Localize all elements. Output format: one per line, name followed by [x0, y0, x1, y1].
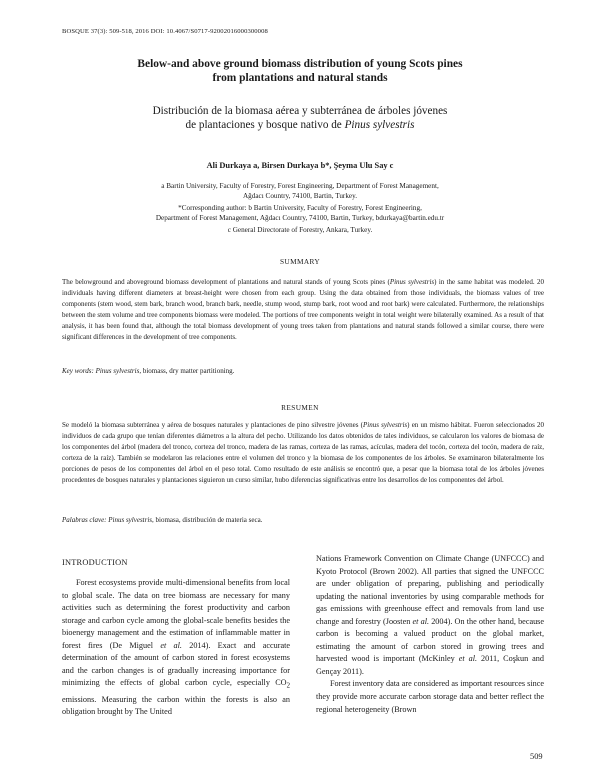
- page-number: 509: [530, 752, 543, 761]
- resumen-keywords: Palabras clave: Pinus sylvestris, biomasa, distribución de materia seca.: [62, 516, 263, 524]
- affiliation-line: a Bartin University, Faculty of Forestry, Forest Engineering, Department of Forest Management,: [161, 182, 439, 190]
- summary-text: The belowground and aboveground biomass development of plantations and natural stands of young Scots pines (Pinus sylvestris) in the same habitat was modeled. 20 individuals having different diameters at breast-height were chosen from each group. Using the data obtained from those individuals, the biomass values of tree components (stem wood, stem bark, branch wood, branch bark, needle, stump wood, stump bark, root wood and root bark) were calculated. Furthermore, the relationships between the stem volume and tree components biomass were modeled. The portions of tree components weight in total weight were bilaterally examined. As a result of that analysis, it has been found that, although the total biomass development of young trees taken from plantations and natural stands followed a similar course, there were significant differences in the development of tree components.: [62, 278, 545, 342]
- resumen-text: Se modeló la biomasa subterránea y aérea de bosques naturales y plantaciones de pino silvestre jóvenes (Pinus sylvestris) en un mismo hábitat. Fueron seleccionados 20 individuos de cada grupo que tenían diferentes diámetros a la altura del pecho. Utilizando los datos obtenidos de tales individuos, se calcularon los valores de biomasa de los componentes del árbol (madera del tronco, corteza del tronco, madera de las ramas, corteza de las ramas, acículas, madera del tocón, corteza del tocón, madera de raíz, corteza de la raíz). También se modelaron las relaciones entre el volumen del tronco y la biomasa de los componentes de los árboles. Se examinaron bilateralmente los porciones de pesos de los componentes del árbol en el peso total. Como resultado de este análisis se encontró que, a pesar que la biomasa total de los árboles jóvenes procedentes de bosques naturales y plantaciones siguieron un curso similar, hubo diferencias significativas entre los desarrollos de los componentes del árbol.: [62, 421, 545, 485]
- introduction-paragraph: Forest ecosystems provide multi-dimensional benefits from local to global scale. The data on tree biomass are necessary for many activities such as determining the forest productivity and carbon storage and carbon cycle among the global-scale benefits besides the bioenergy management and the estimation of inflammable matter in forest fires (De Miguel et al. 2014). Exact and accurate determination of the amount of carbon stored in forest ecosystems and the carbon changes is of gradually increasing importance for minimizing the effects of global carbon cycle, especially $CO_2$ emissions. Measuring the carbon within the forests is also an obligation brought by The United: [62, 578, 290, 717]
- resumen-heading: RESUMEN: [281, 403, 319, 412]
- introduction-right-column: [316, 553, 544, 716]
- spanish-title-line-2: de plantaciones y bosque nativo de Pinus sylvestris: [185, 119, 415, 131]
- introduction-heading: INTRODUCTION: [62, 558, 128, 567]
- affiliation-line: c General Directorate of Forestry, Ankara, Turkey.: [227, 226, 373, 234]
- spanish-title-line-1: Distribución de la biomasa aérea y subterránea de árboles jóvenes: [152, 105, 448, 117]
- affiliation-line: Department of Forest Management, Ağdacı Country, 74100, Bartin, Turkey, bdurkaya@bartin.edu.tr: [155, 214, 445, 222]
- summary-keywords: Key words: Pinus sylvestris, biomass, dry matter partitioning.: [62, 367, 235, 375]
- journal-citation: BOSQUE 37(3): 509-518, 2016 DOI: 10.4067/S0717-92002016000300008: [62, 28, 268, 35]
- affiliation-line: Ağdacı Country, 74100, Bartin, Turkey.: [242, 192, 358, 200]
- affiliation-line: *Corresponding author: b Bartin University, Faculty of Forestry, Forest Engineering,: [178, 204, 422, 212]
- introduction-paragraph: Nations Framework Convention on Climate Change (UNFCCC) and Kyoto Protocol (Brown 2002). All parties that signed the UNFCCC are under obligation of preparing, publishing and periodically updating the national inventories by using comparable methods for gas emissions with greenhouse effect and removals from land use change and forestry (Joosten et al. 2004). On the other hand, because carbon is becoming a valued product on the global market, estimating the amount of carbon stored in growing trees and harvested wood is important (McKinley et al. 2011, Coşkun and Gençay 2011).: [316, 554, 544, 676]
- paper-title-line-2: from plantations and natural stands: [212, 72, 388, 84]
- author-list: Ali Durkaya a, Birsen Durkaya b*, Şeyma Ulu Say c: [206, 161, 394, 170]
- introduction-left-column: [62, 577, 290, 719]
- introduction-paragraph: Forest inventory data are considered as important resources since they provide more accurate carbon storage data and better reflect the regional heterogeneity (Brown: [316, 679, 544, 714]
- summary-heading: SUMMARY: [279, 257, 321, 266]
- species-name: Pinus sylvestris: [344, 119, 415, 131]
- paper-title-line-1: Below-and above ground biomass distribution of young Scots pines: [137, 58, 463, 70]
